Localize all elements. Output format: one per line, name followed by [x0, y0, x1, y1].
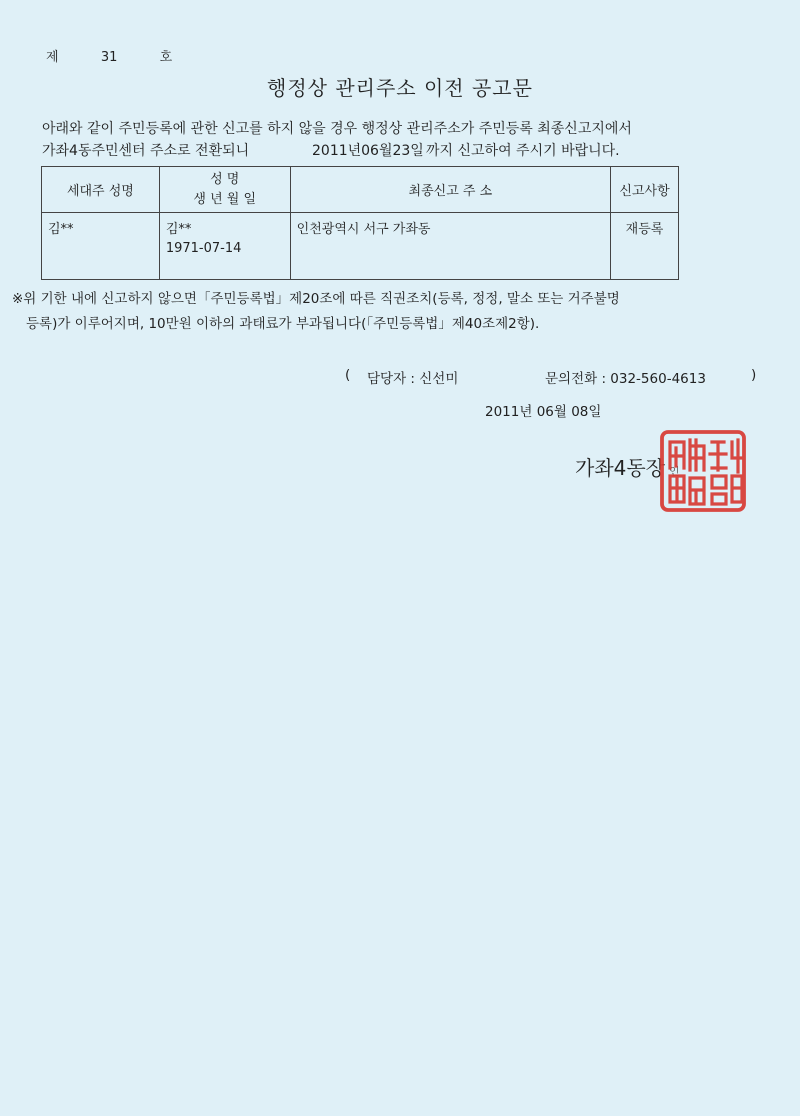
- contact-open-paren: (: [345, 367, 351, 383]
- header-birth: 생 년 월 일: [193, 191, 257, 207]
- notice-table: [41, 166, 679, 280]
- doc-number-suffix: 호: [159, 50, 173, 65]
- issue-date: 2011년 06월 08일: [485, 404, 602, 420]
- doc-number-prefix: 제: [46, 50, 59, 65]
- table-row: [42, 213, 679, 280]
- intro-line-2-tail: 까지 신고하여 주시기 바랍니다.: [426, 143, 620, 159]
- deadline-date: 2011년06월23일: [312, 143, 424, 159]
- header-name: 성 명: [210, 171, 240, 187]
- cell-householder: 김**: [42, 213, 160, 280]
- header-householder: 세대주 성명: [42, 167, 160, 213]
- official-seal-icon: [658, 428, 748, 514]
- cell-name-birth: [159, 213, 290, 280]
- table-header-row: [42, 167, 679, 213]
- header-report: 신고사항: [611, 167, 679, 213]
- header-address: 최종신고 주 소: [290, 167, 610, 213]
- contact-close-paren: ): [751, 367, 757, 383]
- cell-birth: 1971-07-14: [165, 241, 242, 256]
- header-name-birth: [159, 167, 290, 213]
- cell-address: 인천광역시 서구 가좌동: [290, 213, 610, 280]
- seal-mark: 인: [669, 465, 680, 478]
- document-number: [46, 46, 172, 65]
- contact-manager: 담당자 : 신선미: [367, 371, 459, 387]
- intro-line-2: [42, 140, 620, 160]
- page-title: 행정상 관리주소 이전 공고문: [267, 76, 533, 100]
- cell-name: 김**: [165, 222, 192, 237]
- legal-note-line-2: 등록)가 이루어지며, 10만원 이하의 과태료가 부과됩니다(「주민등록법」제40조제2항).: [26, 316, 540, 332]
- intro-line-1: 아래와 같이 주민등록에 관한 신고를 하지 않을 경우 행정상 관리주소가 주민등록 최종신고지에서: [42, 121, 632, 137]
- legal-note-line-1: ※위 기한 내에 신고하지 않으면「주민등록법」제20조에 따른 직권조치(등록, 정정, 말소 또는 거주불명: [12, 291, 620, 307]
- contact-phone: 문의전화 : 032-560-4613: [545, 371, 706, 387]
- cell-report: 재등록: [611, 213, 679, 280]
- intro-line-2-lead: 가좌4동주민센터 주소로 전환되니: [42, 143, 250, 159]
- signatory-name: 가좌4동장: [575, 456, 666, 480]
- doc-number-value: 31: [100, 50, 118, 65]
